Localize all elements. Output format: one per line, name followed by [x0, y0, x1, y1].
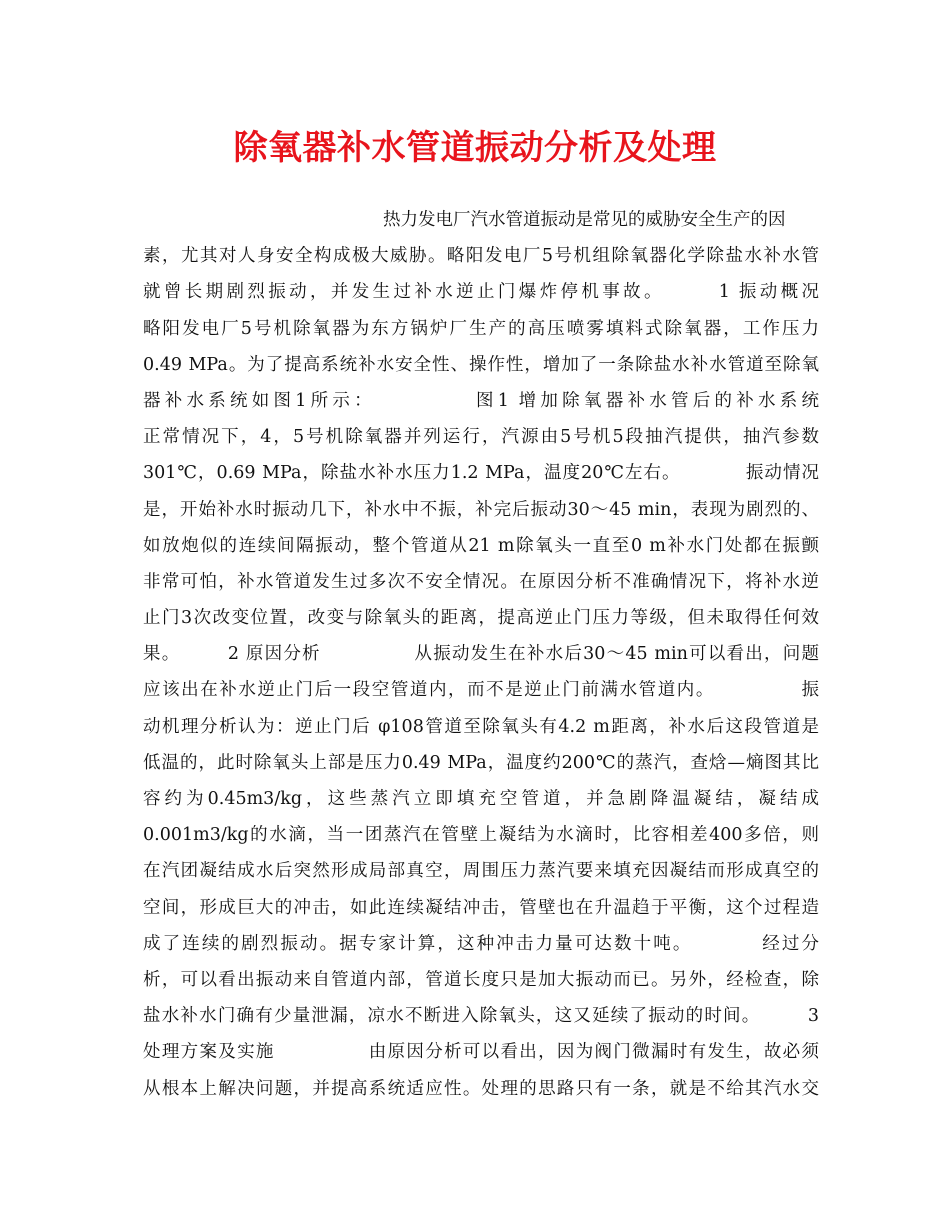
body-line: 析，可以看出振动来自管道内部，管道长度只是加大振动而已。另外，经检查，除: [143, 969, 819, 990]
body-line: 是，开始补水时振动几下，补水中不振，补完后振动30～45 min，表现为剧烈的、: [143, 499, 819, 520]
body-line: 素，尤其对人身安全构成极大威胁。略阳发电厂5号机组除氧器化学除盐水补水管: [143, 246, 819, 267]
body-line: 空间，形成巨大的冲击，如此连续凝结冲击，管壁也在升温趋于平衡，这个过程造: [143, 897, 819, 918]
body-line: 非常可怕，补水管道发生过多次不安全情况。在原因分析不准确情况下，将补水逆: [143, 571, 819, 592]
body-line: 应该出在补水逆止门后一段空管道内，而不是逆止门前满水管道内。 振: [143, 680, 819, 701]
body-line: 容约为0.45m3/kg，这些蒸汽立即填充空管道，并急剧降温凝结，凝结成: [143, 789, 819, 809]
body-line: 301℃，0.69 MPa，除盐水补水压力1.2 MPa，温度20℃左右。 振动情况: [143, 463, 819, 484]
body-line: 处理方案及实施 由原因分析可以看出，因为阀门微漏时有发生，故必须: [143, 1042, 819, 1063]
body-line: 盐水补水门确有少量泄漏，凉水不断进入除氧头，这又延续了振动的时间。 3: [143, 1006, 819, 1027]
body-line: 低温的，此时除氧头上部是压力0.49 MPa，温度约200℃的蒸汽，查焓—熵图其比: [143, 752, 819, 773]
body-line: 从根本上解决问题，并提高系统适应性。处理的思路只有一条，就是不给其汽水交: [143, 1078, 819, 1099]
body-line: 成了连续的剧烈振动。据专家计算，这种冲击力量可达数十吨。 经过分: [143, 933, 819, 954]
body-line: 器补水系统如图1所示： 图1 增加除氧器补水管后的补水系统: [143, 390, 819, 411]
body-line: 在汽团凝结成水后突然形成局部真空，周围压力蒸汽要来填充因凝结而形成真空的: [143, 861, 819, 882]
body-line: 热力发电厂汽水管道振动是常见的威胁安全生产的因: [383, 210, 786, 230]
body-line: 止门3次改变位置，改变与除氧头的距离，提高逆止门压力等级，但未取得任何效: [143, 608, 819, 629]
body-line: 略阳发电厂5号机除氧器为东方锅炉厂生产的高压喷雾填料式除氧器，工作压力: [143, 318, 819, 339]
body-line: 如放炮似的连续间隔振动，整个管道从21 m除氧头一直至0 m补水门处都在振颤: [143, 535, 819, 556]
body-line: 0.49 MPa。为了提高系统补水安全性、操作性，增加了一条除盐水补水管道至除氧: [143, 354, 819, 375]
body-line: 正常情况下，4，5号机除氧器并列运行，汽源由5号机5段抽汽提供，抽汽参数: [143, 427, 819, 448]
body-line: 果。 2 原因分析 从振动发生在补水后30～45 min可以看出，问题: [143, 644, 819, 665]
body-line: 就曾长期剧烈振动，并发生过补水逆止门爆炸停机事故。 1 振动概况: [143, 282, 819, 303]
document-title: 除氧器补水管道振动分析及处理: [233, 128, 717, 168]
body-line: 动机理分析认为：逆止门后 φ108管道至除氧头有4.2 m距离，补水后这段管道是: [143, 716, 819, 737]
body-line: 0.001m3/kg的水滴，当一团蒸汽在管壁上凝结为水滴时，比容相差400多倍，则: [143, 825, 819, 846]
document-body: [143, 202, 819, 1107]
